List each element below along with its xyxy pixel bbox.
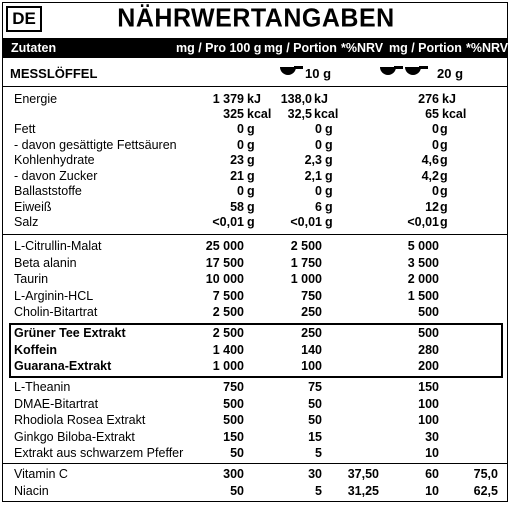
cell-name: Guarana-Extrakt	[14, 359, 112, 373]
cell-name: Ballaststoffe	[14, 184, 82, 198]
cell-p1: 50	[308, 413, 322, 427]
cell-p1: 1 750	[290, 255, 322, 270]
energy-row-kj: Energie 1 379 kJ 138,0 kJ 276 kJ	[14, 92, 456, 106]
cell-p1: 5	[315, 483, 322, 498]
cell-v100: 21	[230, 168, 244, 183]
cell-v100: 150	[223, 429, 244, 444]
cell-p1: 250	[301, 326, 322, 340]
macro-row	[0, 215, 512, 231]
cell-name: Rhodiola Rosea Extrakt	[14, 413, 146, 427]
cell-p2: 280	[418, 342, 439, 357]
boxed-ingredient-row	[0, 343, 512, 359]
cell-unit: g	[440, 215, 448, 229]
cell-unit: g	[247, 199, 255, 214]
cell-p2: 500	[418, 305, 439, 319]
cell-v100: 0	[237, 122, 244, 136]
macro-row	[0, 153, 512, 169]
cell-unit: g	[247, 153, 255, 167]
cell-p2: 4,6	[421, 153, 439, 167]
boxed-ingredient-row	[0, 326, 512, 342]
cell-nrv2: 62,5	[473, 483, 498, 498]
cell-p2: 5 000	[407, 239, 439, 253]
cell-p1: 750	[301, 288, 322, 303]
cell-unit: g	[325, 199, 333, 214]
cell-v100: 50	[230, 446, 244, 460]
cell-name: Niacin	[14, 483, 49, 498]
cell-v100: 1 000	[212, 359, 244, 373]
cell-p1: 50	[308, 396, 322, 411]
ingredient-row	[0, 256, 512, 272]
scoop-portion-1: 10 g	[305, 66, 332, 81]
cell-p2: 10	[425, 446, 439, 460]
cell-name: Extrakt aus schwarzem Pfeffer	[14, 446, 184, 460]
cell-v100: 23	[230, 153, 244, 167]
cell-p2: 0	[432, 184, 439, 198]
cell-unit: g	[440, 153, 448, 167]
cell-v100: 2 500	[212, 305, 244, 319]
cell-p1: 5	[315, 446, 322, 460]
cell-unit: g	[247, 122, 255, 136]
macro-row	[0, 169, 512, 185]
cell-v100: 17 500	[205, 255, 244, 270]
cell-p2: 1 500	[407, 288, 439, 303]
cell-name: L-Citrullin-Malat	[14, 239, 102, 253]
cell-name: Grüner Tee Extrakt	[14, 326, 126, 340]
cell-name: Salz	[14, 215, 39, 229]
vitamin-row	[0, 467, 512, 483]
page-title: NÄHRWERTANGABEN	[117, 3, 395, 33]
scoop-label: MESSLÖFFEL	[10, 66, 98, 81]
cell-p2: 3 500	[407, 255, 439, 270]
cell-v100: 0	[237, 184, 244, 198]
cell-name: Taurin	[14, 272, 49, 286]
ingredient-row	[0, 430, 512, 446]
scoop-icon	[278, 65, 304, 79]
cell-unit: g	[325, 137, 333, 152]
cell-v100: 500	[223, 396, 244, 411]
cell-unit: g	[440, 168, 448, 183]
cell-unit: g	[325, 184, 333, 198]
cell-p1: <0,01	[290, 215, 322, 229]
cell-p2: <0,01	[407, 215, 439, 229]
cell-v100: 58	[230, 199, 244, 214]
cell-p2: 0	[432, 122, 439, 136]
macro-row	[0, 138, 512, 154]
cell-name: Cholin-Bitartrat	[14, 305, 98, 319]
header-zutaten: Zutaten	[11, 41, 57, 55]
cell-unit: g	[247, 168, 255, 183]
cell-v100: 7 500	[212, 288, 244, 303]
cell-name: Ginkgo Biloba-Extrakt	[14, 429, 135, 444]
cell-p1: 2,3	[304, 153, 322, 167]
cell-p1: 0	[315, 184, 322, 198]
cell-unit: g	[440, 122, 448, 136]
cell-p1: 1 000	[290, 272, 322, 286]
cell-p2: 150	[418, 380, 439, 394]
cell-p1: 6	[315, 199, 322, 214]
cell-name: - davon gesättigte Fettsäuren	[14, 137, 177, 152]
cell-unit: g	[247, 184, 255, 198]
cell-p2: 200	[418, 359, 439, 373]
macro-row	[0, 200, 512, 216]
cell-unit: g	[325, 168, 333, 183]
cell-p2: 100	[418, 396, 439, 411]
ingredient-row	[0, 305, 512, 321]
cell-p1: 250	[301, 305, 322, 319]
cell-nrv2: 75,0	[473, 467, 498, 481]
cell-p1: 2 500	[290, 239, 322, 253]
cell-v100: 1 400	[212, 342, 244, 357]
divider	[3, 86, 507, 87]
cell-p2: 60	[425, 467, 439, 481]
cell-p1: 0	[315, 137, 322, 152]
vitamin-row	[0, 484, 512, 500]
header-mg-portion-2: mg / Portion	[389, 41, 462, 55]
cell-unit: g	[325, 215, 333, 229]
cell-name: DMAE-Bitartrat	[14, 396, 99, 411]
scoop-portion-2: 20 g	[437, 66, 464, 81]
cell-p1: 15	[308, 429, 322, 444]
cell-name: Fett	[14, 122, 36, 136]
macro-row	[0, 122, 512, 138]
divider	[3, 463, 507, 464]
cell-v100: 10 000	[205, 272, 244, 286]
cell-name: Eiweiß	[14, 199, 52, 214]
ingredient-row	[0, 413, 512, 429]
cell-unit: g	[325, 153, 333, 167]
energy-row-kcal: 325 kcal 32,5 kcal 65 kcal	[223, 107, 467, 121]
cell-p1: 2,1	[304, 168, 322, 183]
cell-p1: 140	[301, 342, 322, 357]
cell-p2: 30	[425, 429, 439, 444]
table-header	[3, 38, 507, 58]
cell-p1: 100	[301, 359, 322, 373]
cell-p2: 500	[418, 326, 439, 340]
cell-unit: g	[440, 199, 448, 214]
cell-unit: g	[247, 215, 255, 229]
ingredient-row	[0, 272, 512, 288]
cell-v100: 500	[223, 413, 244, 427]
cell-name: L-Arginin-HCL	[14, 288, 94, 303]
cell-nrv1: 37,50	[347, 467, 379, 481]
divider	[3, 234, 507, 235]
ingredient-row	[0, 397, 512, 413]
cell-unit: g	[247, 137, 255, 152]
cell-name: Kohlenhydrate	[14, 153, 95, 167]
cell-p2: 0	[432, 137, 439, 152]
cell-name: Koffein	[14, 342, 58, 357]
cell-unit: g	[440, 184, 448, 198]
double-scoop-icon	[378, 65, 430, 79]
cell-v100: <0,01	[212, 215, 244, 229]
cell-p2: 12	[425, 199, 439, 214]
cell-v100: 2 500	[212, 326, 244, 340]
header-mg-portion-1: mg / Portion	[264, 41, 337, 55]
ingredient-row	[0, 239, 512, 255]
cell-name: L-Theanin	[14, 380, 71, 394]
boxed-ingredient-row	[0, 359, 512, 375]
cell-name: Vitamin C	[14, 467, 68, 481]
ingredient-row	[0, 380, 512, 396]
cell-v100: 25 000	[205, 239, 244, 253]
cell-p1: 30	[308, 467, 322, 481]
cell-unit: g	[440, 137, 448, 152]
ingredient-row	[0, 289, 512, 305]
cell-v100: 750	[223, 380, 244, 394]
cell-p2: 10	[425, 483, 439, 498]
header-nrv-1: *%NRV	[341, 41, 384, 55]
cell-p2: 4,2	[421, 168, 439, 183]
ingredient-row	[0, 446, 512, 462]
cell-name: - davon Zucker	[14, 168, 98, 183]
cell-v100: 0	[237, 137, 244, 152]
header-mg-pro-100g: mg / Pro 100 g	[176, 41, 262, 55]
cell-nrv1: 31,25	[347, 483, 379, 498]
header-nrv-2: *%NRV	[466, 41, 509, 55]
cell-v100: 300	[223, 467, 244, 481]
cell-v100: 50	[230, 483, 244, 498]
cell-unit: g	[325, 122, 333, 136]
language-badge: DE	[6, 6, 42, 32]
cell-name: Beta alanin	[14, 255, 77, 270]
cell-p1: 0	[315, 122, 322, 136]
macro-row	[0, 184, 512, 200]
cell-p2: 2 000	[407, 272, 439, 286]
cell-p1: 75	[308, 380, 322, 394]
cell-p2: 100	[418, 413, 439, 427]
